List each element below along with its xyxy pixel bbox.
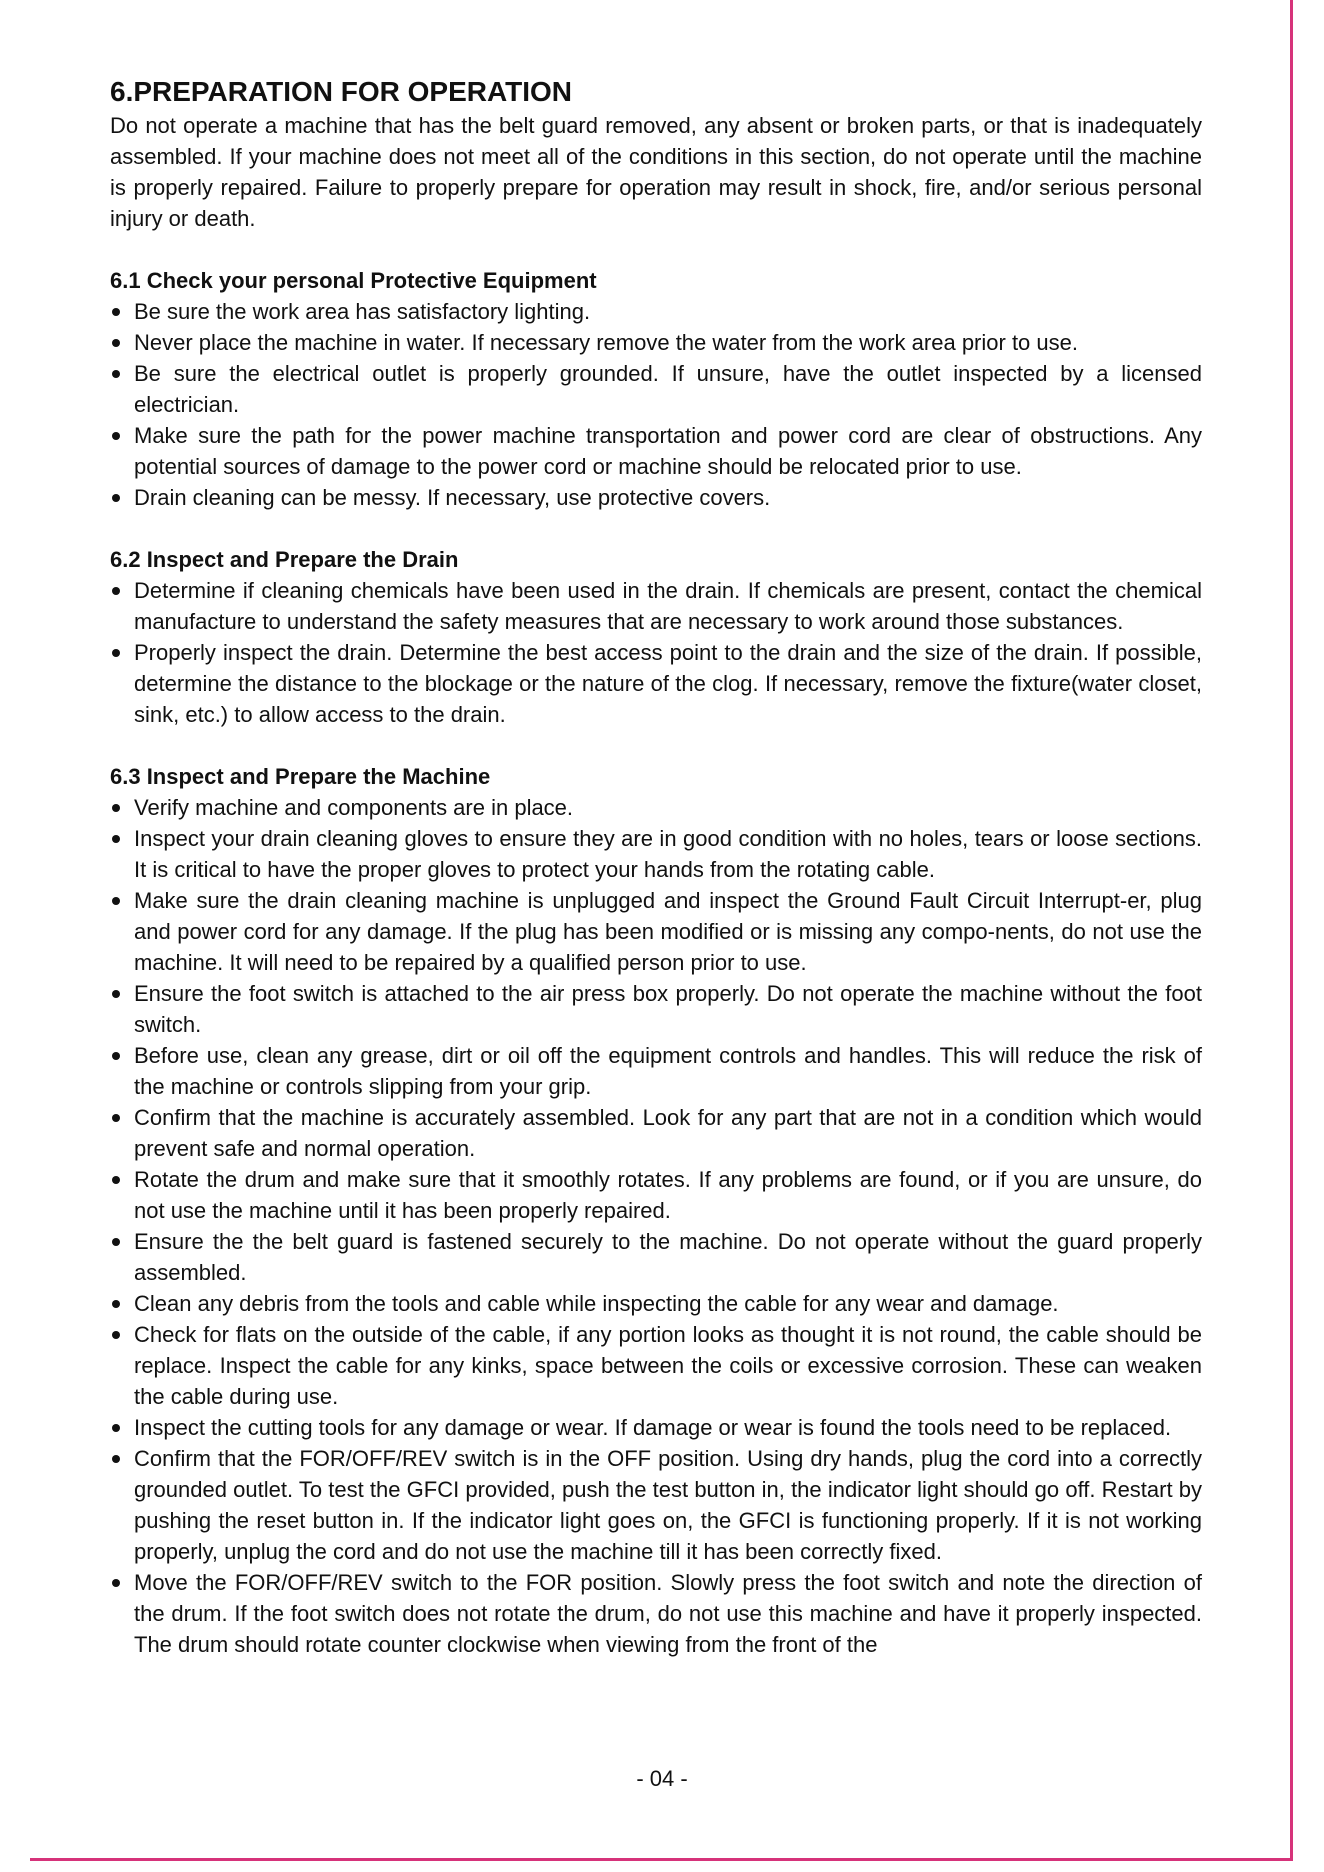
list-item-text: Check for flats on the outside of the cable, if any portion looks as thought it is not round, the cable should be replace. Inspect the cable for any kinks, space between the coils or excessive corrosion. These can weaken the cable during use.: [134, 1322, 1202, 1409]
list-item-text: Confirm that the FOR/OFF/REV switch is in the OFF position. Using dry hands, plug the cord into a correctly grounded outlet. To test the GFCI provided, push the test button in, the indicator light should go off. Restart by pushing the reset button in. If the indicator light goes on, the GFCI is functioning properly. If it is not working properly, unplug the cord and do not use the machine till it has been correctly fixed.: [134, 1446, 1202, 1564]
list-item: [110, 637, 1202, 730]
list-item: [110, 1226, 1202, 1288]
bullet-icon: [112, 432, 120, 440]
bullet-icon: [112, 1176, 120, 1184]
list-item-text: Move the FOR/OFF/REV switch to the FOR position. Slowly press the foot switch and note the direction of the drum. If the foot switch does not rotate the drum, do not use this machine and have it properly inspected. The drum should rotate counter clockwise when viewing from the front of the: [134, 1570, 1202, 1657]
bullet-list: [110, 792, 1202, 1660]
list-item-text: Before use, clean any grease, dirt or oil off the equipment controls and handles. This will reduce the risk of the machine or controls slipping from your grip.: [134, 1043, 1202, 1099]
list-item: [110, 1164, 1202, 1226]
bullet-icon: [112, 1331, 120, 1339]
list-item-text: Make sure the drain cleaning machine is unplugged and inspect the Ground Fault Circuit Interrupt-er, plug and power cord for any damage. If the plug has been modified or is missing any compo-nents, do not use the machine. It will need to be repaired by a qualified person prior to use.: [134, 888, 1202, 975]
section-2: [110, 544, 1202, 730]
page-title: 6.PREPARATION FOR OPERATION: [110, 76, 573, 107]
page-border-right: [1290, 0, 1293, 1860]
bullet-icon: [112, 339, 120, 347]
bullet-icon: [112, 1455, 120, 1463]
document-content: [110, 74, 1202, 1660]
list-item: [110, 296, 1202, 327]
sections-container: [110, 265, 1202, 1660]
list-item-text: Determine if cleaning chemicals have been used in the drain. If chemicals are present, contact the chemical manufacture to understand the safety measures that are necessary to work around those substances.: [134, 578, 1202, 634]
bullet-icon: [112, 1052, 120, 1060]
list-item-text: Inspect the cutting tools for any damage or wear. If damage or wear is found the tools need to be replaced.: [134, 1415, 1172, 1440]
intro-paragraph: Do not operate a machine that has the belt guard removed, any absent or broken parts, or that is inadequately assembled. If your machine does not meet all of the conditions in this section, do not operate until the machine is properly repaired. Failure to properly prepare for operation may result in shock, fire, and/or serious personal injury or death.: [110, 113, 1202, 231]
section-title: 6.1 Check your personal Protective Equipment: [110, 268, 597, 293]
list-item-text: Ensure the the belt guard is fastened securely to the machine. Do not operate without the guard properly assembled.: [134, 1229, 1202, 1285]
list-item: [110, 1412, 1202, 1443]
bullet-icon: [112, 587, 120, 595]
section-title: 6.3 Inspect and Prepare the Machine: [110, 764, 491, 789]
list-item: [110, 792, 1202, 823]
bullet-icon: [112, 649, 120, 657]
bullet-icon: [112, 1424, 120, 1432]
bullet-icon: [112, 1114, 120, 1122]
list-item-text: Confirm that the machine is accurately assembled. Look for any part that are not in a condition which would prevent safe and normal operation.: [134, 1105, 1202, 1161]
list-item: [110, 358, 1202, 420]
list-item-text: Drain cleaning can be messy. If necessary, use protective covers.: [134, 485, 771, 510]
list-item-text: Ensure the foot switch is attached to the air press box properly. Do not operate the machine without the foot switch.: [134, 981, 1202, 1037]
list-item-text: Never place the machine in water. If necessary remove the water from the work area prior to use.: [134, 330, 1078, 355]
list-item: [110, 978, 1202, 1040]
bullet-icon: [112, 308, 120, 316]
section-3: [110, 761, 1202, 1660]
list-item: [110, 885, 1202, 978]
bullet-icon: [112, 990, 120, 998]
list-item-text: Inspect your drain cleaning gloves to ensure they are in good condition with no holes, tears or loose sections. It is critical to have the proper gloves to protect your hands from the rotating cable.: [134, 826, 1202, 882]
list-item-text: Properly inspect the drain. Determine the best access point to the drain and the size of the drain. If possible, determine the distance to the blockage or the nature of the clog. If necessary, remove the fixture(water closet, sink, etc.) to allow access to the drain.: [134, 640, 1202, 727]
list-item-text: Clean any debris from the tools and cable while inspecting the cable for any wear and damage.: [134, 1291, 1059, 1316]
page-border-bottom: [30, 1858, 1293, 1861]
bullet-icon: [112, 897, 120, 905]
bullet-icon: [112, 494, 120, 502]
bullet-icon: [112, 1238, 120, 1246]
list-item-text: Rotate the drum and make sure that it smoothly rotates. If any problems are found, or if you are unsure, do not use the machine until it has been properly repaired.: [134, 1167, 1202, 1223]
list-item: [110, 575, 1202, 637]
bullet-list: [110, 575, 1202, 730]
section-title: 6.2 Inspect and Prepare the Drain: [110, 547, 459, 572]
list-item: [110, 823, 1202, 885]
list-item-text: Verify machine and components are in place.: [134, 795, 574, 820]
list-item-text: Be sure the electrical outlet is properly grounded. If unsure, have the outlet inspected by a licensed electrician.: [134, 361, 1202, 417]
list-item: [110, 1288, 1202, 1319]
bullet-icon: [112, 804, 120, 812]
section-1: [110, 265, 1202, 513]
list-item-text: Make sure the path for the power machine transportation and power cord are clear of obstructions. Any potential sources of damage to the power cord or machine should be relocated prior to use.: [134, 423, 1202, 479]
list-item: [110, 1567, 1202, 1660]
page-number: - 04 -: [636, 1766, 688, 1791]
list-item: [110, 420, 1202, 482]
bullet-icon: [112, 1300, 120, 1308]
bullet-icon: [112, 1579, 120, 1587]
list-item: [110, 1319, 1202, 1412]
bullet-icon: [112, 835, 120, 843]
bullet-list: [110, 296, 1202, 513]
list-item: [110, 1443, 1202, 1567]
list-item: [110, 327, 1202, 358]
bullet-icon: [112, 370, 120, 378]
list-item: [110, 1040, 1202, 1102]
list-item: [110, 482, 1202, 513]
list-item: [110, 1102, 1202, 1164]
list-item-text: Be sure the work area has satisfactory lighting.: [134, 299, 591, 324]
